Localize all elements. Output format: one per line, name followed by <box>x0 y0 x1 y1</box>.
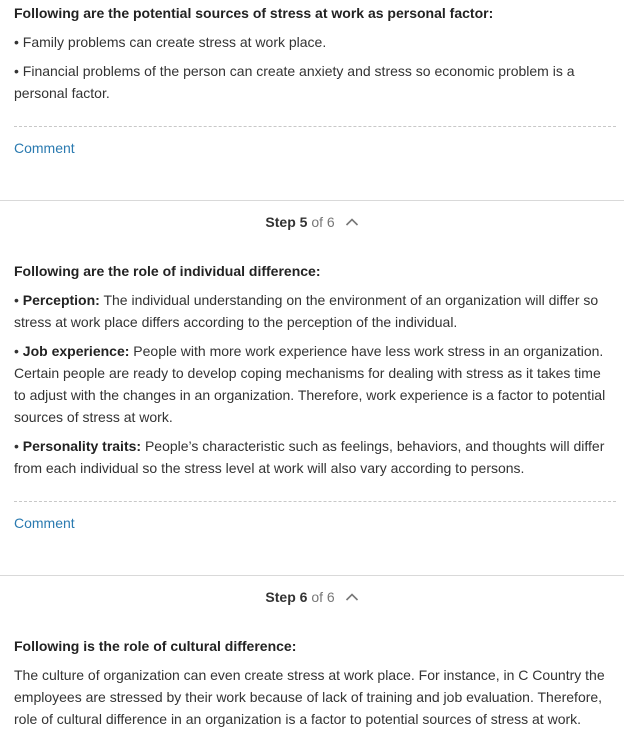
step4-comment-link[interactable]: Comment <box>14 140 75 156</box>
step6-heading: Following is the role of cultural difference: <box>14 638 297 654</box>
step-divider <box>0 200 624 201</box>
step5-point-perception: • Perception: The individual understanding on the environment of an organization will differ so stress at work place differs according to the perception of the individual. <box>14 292 599 330</box>
step-divider <box>0 575 624 576</box>
step6-label: Step 6 <box>265 589 308 605</box>
step4-separator <box>14 126 616 127</box>
step6-header[interactable] <box>0 586 624 608</box>
step6-of-total: of 6 <box>311 589 335 605</box>
step5-point-job-experience: • Job experience: People with more work experience have less work stress in an organization. Certain people are ready to develop coping mechanisms for dealing with stress as it takes time to adjust with the changes in an organization. Therefore, work experience is a factor to potential sources of stress at work. <box>14 343 606 425</box>
step5-heading: Following are the role of individual difference: <box>14 263 321 279</box>
chevron-up-icon[interactable] <box>345 592 359 602</box>
step5-term-perception: Perception: <box>22 292 100 308</box>
step5-term-job-experience: Job experience: <box>22 343 130 359</box>
step5-label: Step 5 <box>265 214 308 230</box>
step4-point-financial: • Financial problems of the person can create anxiety and stress so economic problem is a personal factor. <box>14 63 575 101</box>
step5-point-personality: • Personality traits: People’s characteristic such as feelings, behaviors, and thoughts will differ from each individual so the stress level at work will also vary according to persons. <box>14 438 605 476</box>
step5-separator <box>14 501 616 502</box>
step5-comment-link[interactable]: Comment <box>14 515 75 531</box>
chevron-up-icon[interactable] <box>345 217 359 227</box>
step6-paragraph: The culture of organization can even create stress at work place. For instance, in C Country the employees are stressed by their work because of lack of training and job evaluation. Therefore, role of cultural difference in an organization is a factor to potential sources of stress at work. <box>14 667 605 727</box>
step4-heading: Following are the potential sources of stress at work as personal factor: <box>14 5 494 21</box>
step5-term-personality: Personality traits: <box>22 438 142 454</box>
step4-point-family: • Family problems can create stress at work place. <box>14 34 327 50</box>
step5-header[interactable] <box>0 211 624 233</box>
step5-of-total: of 6 <box>311 214 335 230</box>
